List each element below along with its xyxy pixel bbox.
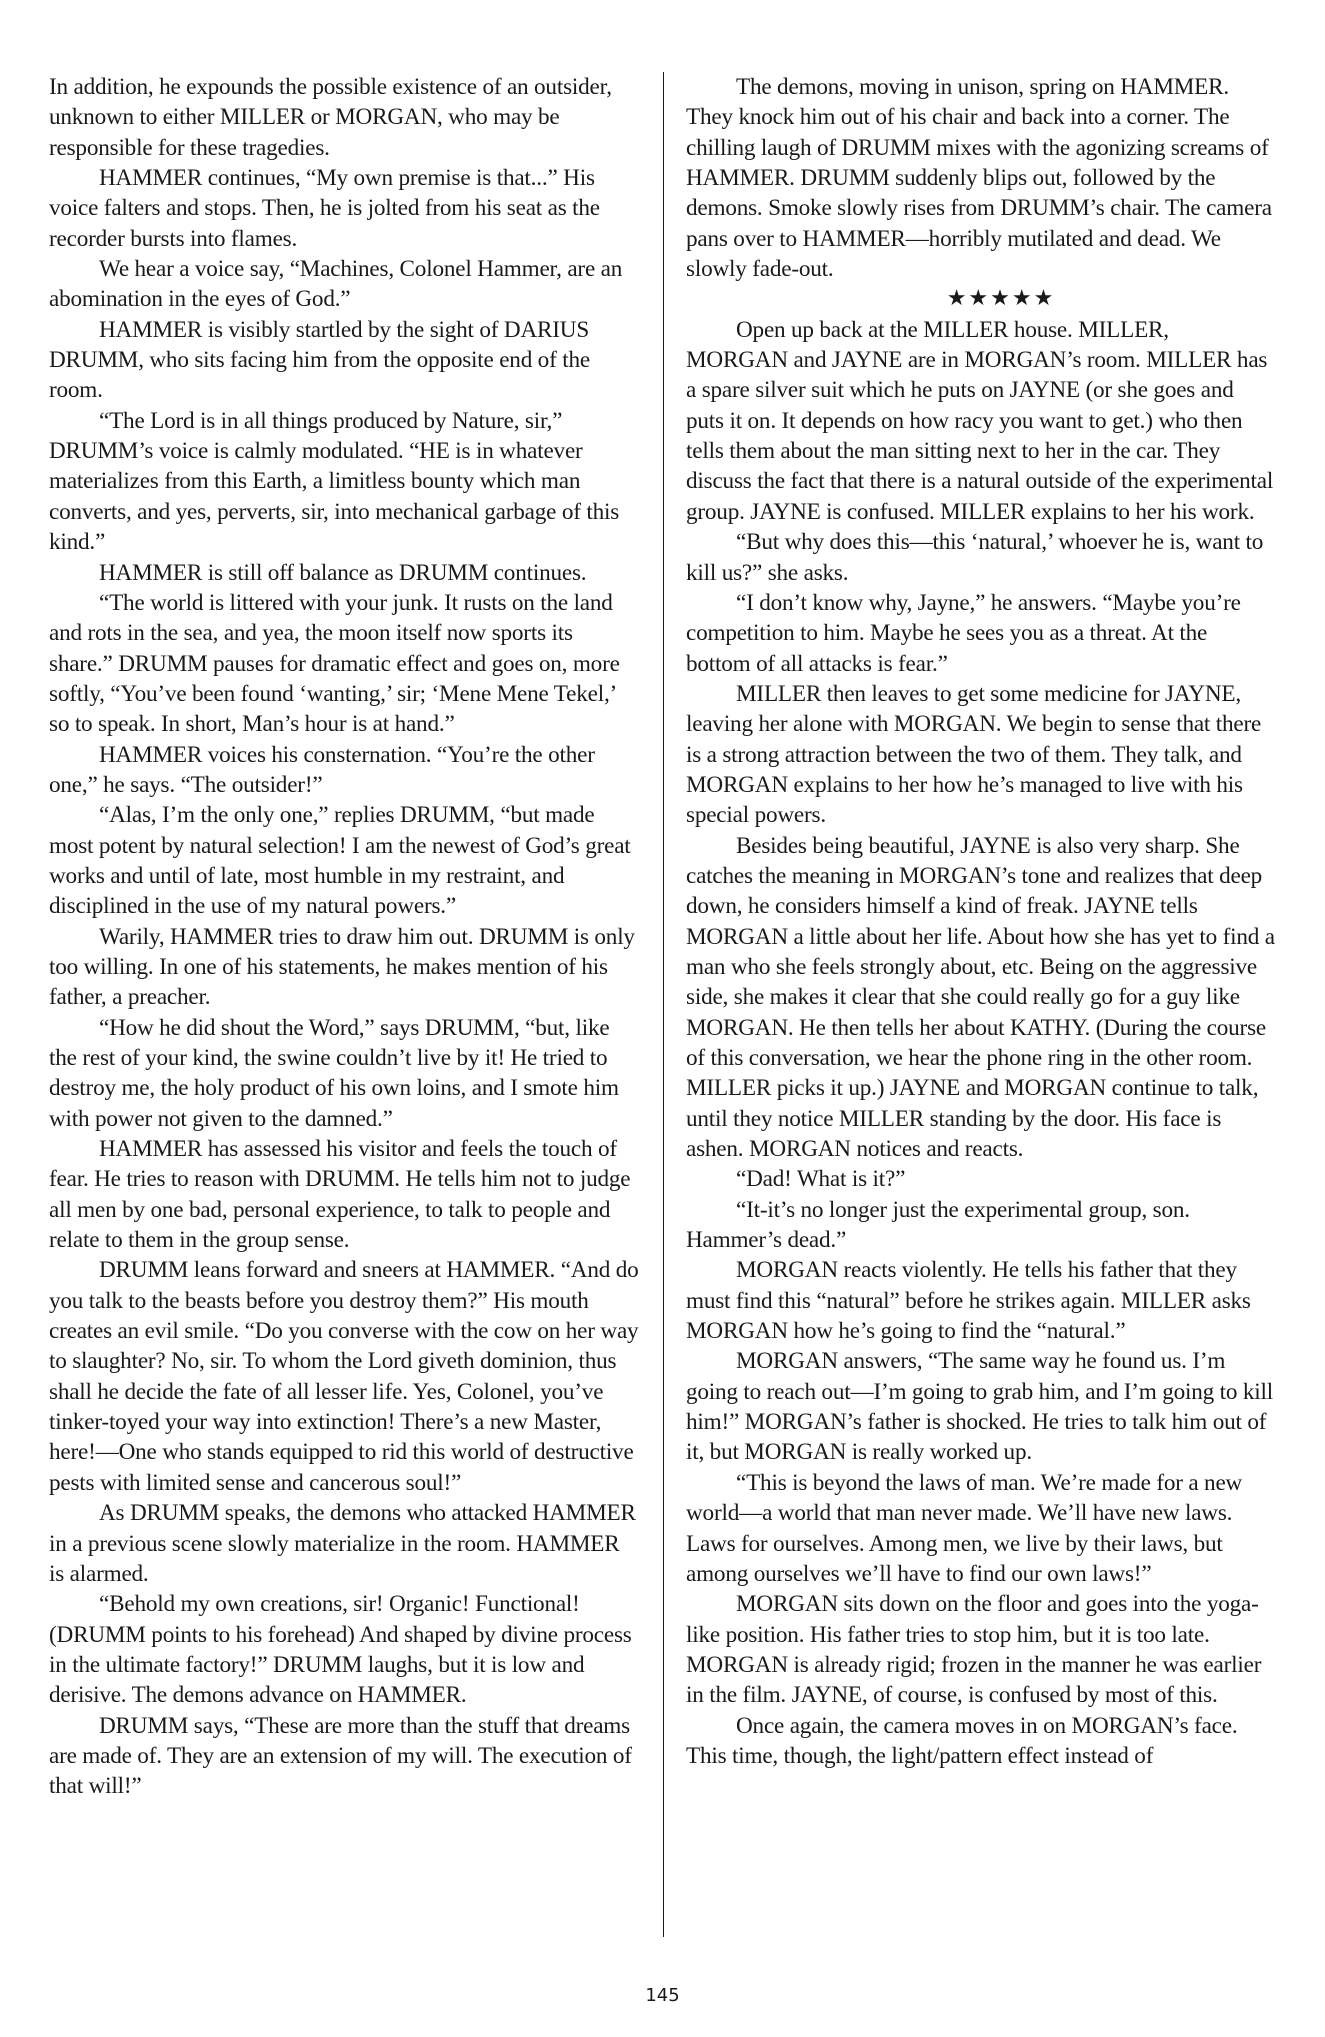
paragraph: “I don’t know why, Jayne,” he answers. “Maybe you’re competition to him. Maybe he sees you as a threat. At the bottom of all attacks is fear.” [686, 589, 1241, 677]
paragraph: We hear a voice say, “Machines, Colonel Hammer, are an abomination in the eyes of God.” [49, 256, 623, 313]
paragraph: The demons, moving in unison, spring on HAMMER. They knock him out of his chair and back into a corner. The chilling laugh of DRUMM mixes with the agonizing screams of HAMMER. DRUMM suddenly blips out, followed by the demons. Smoke slowly rises from DRUMM’s chair. The camera pans over to HAMMER—horribly mutilated and dead. We slowly fade-out. [686, 74, 1272, 283]
column-divider [663, 72, 664, 1937]
paragraph: MORGAN sits down on the floor and goes into the yoga-like position. His father tries to stop him, but it is too late. MORGAN is already rigid; frozen in the manner he was earlier in the film. JAYNE, of course, is confused by most of this. [686, 1591, 1262, 1709]
paragraph: As DRUMM speaks, the demons who attacked HAMMER in a previous scene slowly materialize in the room. HAMMER is alarmed. [49, 1500, 636, 1587]
paragraph: “Alas, I’m the only one,” replies DRUMM, “but made most potent by natural selection! I am the newest of God’s great works and until of late, most humble in my restraint, and disciplined in the use of my natural powers.” [49, 802, 631, 920]
right-text-column [686, 72, 1276, 1771]
paragraph: HAMMER has assessed his visitor and feels the touch of fear. He tries to reason with DRUMM. He tells him not to judge all men by one bad, personal experience, to talk to people and relate to them in the group sense. [49, 1136, 631, 1254]
paragraph: Once again, the camera moves in on MORGAN’s face. This time, though, the light/pattern effect instead of [686, 1712, 1238, 1769]
paragraph: “Behold my own creations, sir! Organic! Functional! (DRUMM points to his forehead) And shaped by divine process in the ultimate factory!” DRUMM laughs, but it is low and derisive. The demons advance on HAMMER. [49, 1591, 632, 1709]
paragraph: MORGAN answers, “The same way he found us. I’m going to reach out—I’m going to grab him, and I’m going to kill him!” MORGAN’s father is shocked. He tries to talk him out of it, but MORGAN is really worked up. [686, 1348, 1273, 1466]
paragraph: MORGAN reacts violently. He tells his father that they must find this “natural” before he strikes again. MILLER asks MORGAN how he’s going to find the “natural.” [686, 1257, 1251, 1345]
scene-break-stars: ★★★★★ [946, 286, 1056, 312]
paragraph: “It-it’s no longer just the experimental group, son. Hammer’s dead.” [686, 1196, 1190, 1254]
paragraph: In addition, he expounds the possible existence of an outsider, unknown to either MILLER or MORGAN, who may be responsible for these tragedies. [49, 74, 612, 161]
paragraph: “The Lord is in all things produced by Nature, sir,” DRUMM’s voice is calmly modulated. “HE is in whatever materializes from this Earth, a limitless bounty which man converts, and yes, perverts, sir, into mechanical garbage of this kind.” [49, 407, 620, 556]
paragraph: “The world is littered with your junk. It rusts on the land and rots in the sea, and yea, the moon itself now sports its share.” DRUMM pauses for dramatic effect and goes on, more softly, “You’ve been found ‘wanting,’ sir; ‘Mene Mene Tekel,’ so to speak. In short, Man’s hour is at hand.” [49, 589, 620, 738]
paragraph: HAMMER voices his consternation. “You’re the other one,” he says. “The outsider!” [49, 741, 595, 798]
paragraph: MILLER then leaves to get some medicine for JAYNE, leaving her alone with MORGAN. We begin to sense that there is a strong attraction between the two of them. They talk, and MORGAN explains to her how he’s managed to live with his special powers. [686, 680, 1262, 829]
paragraph: Besides being beautiful, JAYNE is also very sharp. She catches the meaning in MORGAN’s tone and realizes that deep down, he considers himself a kind of freak. JAYNE tells MORGAN a little about her life. About how she has yet to find a man who she feels strongly about, etc. Being on the aggressive side, she makes it clear that she could really go for a guy like MORGAN. He then tells her about KATHY. (During the course of this conversation, we hear the phone ring in the other room. MILLER picks it up.) JAYNE and MORGAN continue to talk, until they notice MILLER standing by the door. His face is ashen. MORGAN notices and reacts. [686, 832, 1275, 1163]
paragraph: “But why does this—this ‘natural,’ whoever he is, want to kill us?” she asks. [686, 529, 1264, 586]
paragraph: Warily, HAMMER tries to draw him out. DRUMM is only too willing. In one of his statements, he makes mention of his father, a preacher. [49, 923, 635, 1011]
paragraph: “Dad! What is it?” [736, 1166, 906, 1193]
page-number: 145 [645, 1985, 680, 2006]
paragraph: HAMMER is still off balance as DRUMM continues. [99, 559, 587, 586]
paragraph: DRUMM says, “These are more than the stuff that dreams are made of. They are an extension of my will. The execution of that will!” [49, 1712, 632, 1800]
paragraph: “How he did shout the Word,” says DRUMM, “but, like the rest of your kind, the swine couldn’t live by it! He tried to destroy me, the holy product of his own loins, and I smote him with power not given to the damned.” [49, 1014, 619, 1132]
paragraph: “This is beyond the laws of man. We’re made for a new world—a world that man never made. We’ll have new laws. Laws for ourselves. Among men, we live by their laws, but among ourselves we’ll have to find our own laws!” [686, 1469, 1243, 1587]
paragraph: HAMMER continues, “My own premise is that...” His voice falters and stops. Then, he is jolted from his seat as the recorder bursts into flames. [49, 165, 600, 252]
paragraph: DRUMM leans forward and sneers at HAMMER. “And do you talk to the beasts before you destroy them?” His mouth creates an evil smile. “Do you converse with the cow on her way to slaughter? No, sir. To whom the Lord giveth dominion, thus shall he decide the fate of all lesser life. Yes, Colonel, you’ve tinker-toyed your way into extinction! There’s a new Master, here!—One who stands equipped to rid this world of destructive pests with limited sense and cancerous soul!” [49, 1257, 639, 1496]
left-text-column [49, 72, 639, 1802]
paragraph: Open up back at the MILLER house. MILLER, MORGAN and JAYNE are in MORGAN’s room. MILLER has a spare silver suit which he puts on JAYNE (or she goes and puts it on. It depends on how racy you want to get.) who then tells them about the man sitting next to her in the car. They discuss the fact that there is a natural outside of the experimental group. JAYNE is confused. MILLER explains to her his work. [686, 316, 1274, 525]
paragraph: HAMMER is visibly startled by the sight of DARIUS DRUMM, who sits facing him from the opposite end of the room. [49, 316, 590, 404]
